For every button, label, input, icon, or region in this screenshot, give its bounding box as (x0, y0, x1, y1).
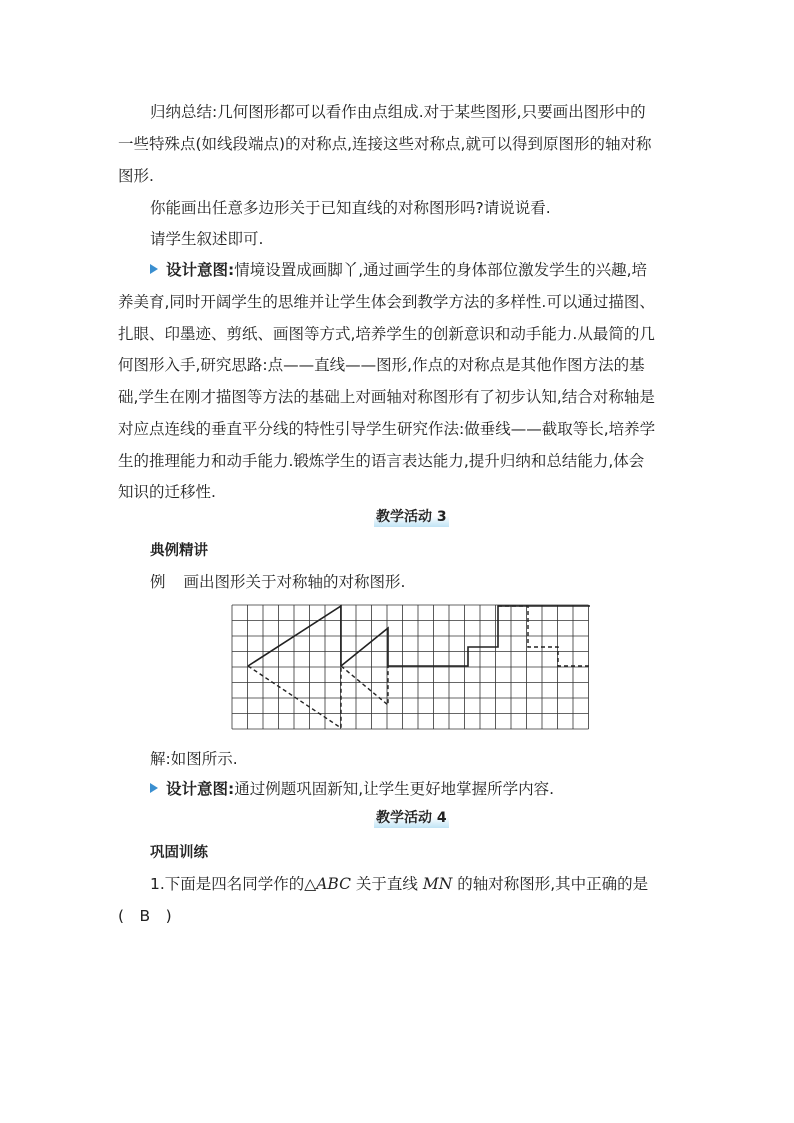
q1-mid: 关于直线 (355, 875, 418, 893)
design-intent-line-2: 养美育,同时开阔学生的思维并让学生体会到教学方法的多样性.可以通过描图、 (118, 293, 655, 311)
symmetry-grid-figure (230, 603, 592, 730)
example-heading: 典例精讲 (150, 543, 208, 559)
design-intent-text: 通过例题巩固新知,让学生更好地掌握所学内容. (234, 780, 555, 798)
answer-text: 请学生叙述即可. (150, 230, 264, 248)
example-text: 画出图形关于对称轴的对称图形. (183, 573, 406, 591)
summary-line-1: 归纳总结:几何图形都可以看作由点组成.对于某些图形,只要画出图形中的 (150, 103, 646, 121)
middle-original-triangle (341, 628, 388, 666)
left-reflected-triangle (248, 666, 341, 728)
practice-heading: 巩固训练 (150, 845, 208, 861)
design-intent-line-6: 对应点连线的垂直平分线的特性引导学生研究作法:做垂线——截取等长,培养学 (118, 420, 656, 438)
triangle-bullet-icon (150, 783, 158, 793)
design-intent-label: 设计意图: (166, 261, 235, 279)
practice-question-1 (150, 874, 648, 894)
design-intent-label: 设计意图: (166, 780, 235, 798)
design-intent-line-5: 础,学生在刚才描图等方法的基础上对画轴对称图形有了初步认知,结合对称轴是 (118, 388, 655, 406)
middle-reflected-triangle (341, 666, 388, 705)
grid-lines (232, 605, 589, 729)
q1-answer: ( B ) (118, 907, 172, 925)
activity-4-title: 教学活动 4 (376, 810, 447, 826)
design-intent-text-1: 情境设置成画脚丫,通过画学生的身体部位激发学生的兴趣,培 (234, 261, 648, 279)
design-intent-line-4: 何图形入手,研究思路:点——直线——图形,作点的对称点是其他作图方法的基 (118, 356, 645, 374)
design-intent-line-3: 扎眼、印墨迹、剪纸、画图等方式,培养学生的创新意识和动手能力.从最简的几 (118, 325, 655, 343)
q1-suffix: 的轴对称图形,其中正确的是 (457, 875, 649, 893)
example-label: 例 (150, 573, 166, 591)
design-intent-line-7: 生的推理能力和动手能力.锻炼学生的语言表达能力,提升归纳和总结能力,体会 (118, 452, 645, 470)
solution-text: 解:如图所示. (150, 750, 238, 768)
q1-triangle-name: ABC (316, 875, 351, 893)
triangle-bullet-icon (150, 264, 158, 274)
design-intent-block-2 (150, 779, 554, 799)
example-statement (150, 572, 405, 592)
summary-line-3: 图形. (118, 167, 154, 185)
question-text: 你能画出任意多边形关于已知直线的对称图形吗?请说说看. (150, 199, 551, 217)
design-intent-line-8: 知识的迁移性. (118, 483, 216, 501)
summary-line-2: 一些特殊点(如线段端点)的对称点,连接这些对称点,就可以得到原图形的轴对称 (118, 135, 652, 153)
q1-prefix: 1.下面是四名同学作的△ (150, 875, 317, 893)
design-intent-line-1 (150, 260, 647, 280)
activity-3-title: 教学活动 3 (376, 509, 447, 525)
q1-line-name: MN (422, 875, 453, 893)
